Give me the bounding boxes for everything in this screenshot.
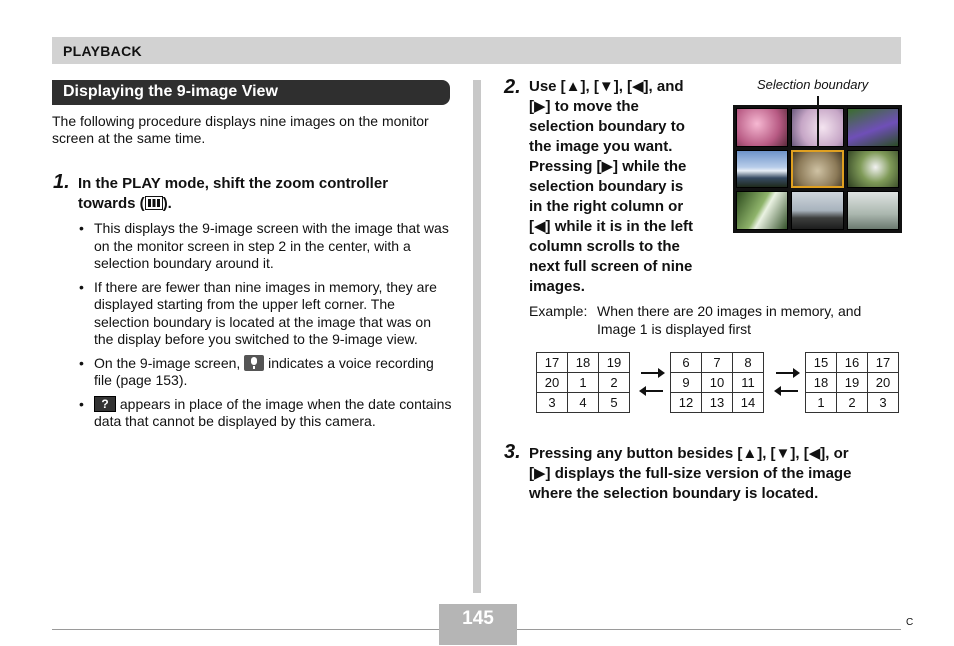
- selected-thumbnail-image: [791, 150, 843, 189]
- question-mark-icon: ?: [94, 396, 116, 412]
- bullet-text: This displays the 9-image screen with the image that was on the monitor screen in step 2 in the center, with a selection boundary around it.: [94, 220, 449, 271]
- grid-cell: 12: [671, 393, 702, 413]
- step-3-text: [529, 444, 899, 504]
- step-3-line: Pressing any button besides [▲], [▼], [◀], or: [529, 445, 849, 462]
- bullet-text-post: appears in place of the image when the date contains data that cannot be displayed by this camera.: [94, 395, 452, 429]
- arrow-right-icon: [776, 372, 798, 374]
- arrow-left-icon: [776, 390, 798, 392]
- header-band: [52, 37, 901, 64]
- column-divider: [473, 80, 481, 593]
- grid-cell: 20: [537, 373, 568, 393]
- grid-cell: 1: [806, 393, 837, 413]
- step-2-line: images.: [529, 278, 585, 295]
- grid-cell: 19: [837, 373, 868, 393]
- grid-cell: 9: [671, 373, 702, 393]
- grid-cell: 5: [599, 393, 630, 413]
- grid-cell: 2: [837, 393, 868, 413]
- grid-cell: 16: [837, 353, 868, 373]
- corner-mark: C: [906, 617, 914, 628]
- grid-row: [806, 373, 899, 393]
- thumbnail-image: [847, 150, 899, 189]
- bullet-text-post: indicates a voice recording file (page 153).: [94, 354, 434, 388]
- grid-row: [806, 353, 899, 373]
- grid-cell: 17: [537, 353, 568, 373]
- step-1-line-1: In the PLAY mode, shift the zoom controller: [78, 175, 389, 192]
- grid-row: [537, 373, 630, 393]
- grid-cell: 4: [568, 393, 599, 413]
- microphone-icon: [244, 355, 264, 371]
- grid-row: [806, 393, 899, 413]
- bullet-item: [78, 355, 453, 390]
- step-2-line: selection boundary is: [529, 178, 684, 195]
- grid-cell: 8: [733, 353, 764, 373]
- step-2-number: 2.: [504, 76, 521, 98]
- step-2-line: [▶] to move the: [529, 98, 639, 115]
- grid-cell: 20: [868, 373, 899, 393]
- selection-boundary-pointer: [817, 96, 819, 150]
- thumbnail-image: [791, 191, 843, 230]
- example-label: Example:: [529, 303, 588, 319]
- selection-boundary-caption: Selection boundary: [757, 77, 869, 92]
- grid-zoom-icon: [145, 196, 163, 210]
- thumbnail-image: [736, 108, 788, 147]
- example-line-2: Image 1 is displayed first: [597, 321, 752, 337]
- step-3-number: 3.: [504, 441, 521, 463]
- step-3-line: where the selection boundary is located.: [529, 485, 819, 502]
- step-2-line: column scrolls to the: [529, 238, 680, 255]
- step-1-line-2-post: ).: [162, 195, 172, 212]
- step-2-line: selection boundary to: [529, 118, 685, 135]
- grid-cell: 10: [702, 373, 733, 393]
- thumbnail-image: [736, 191, 788, 230]
- step-2-line: [◀] while it is in the left: [529, 218, 694, 235]
- step-2-line: in the right column or: [529, 198, 684, 215]
- thumbnail-image: [847, 191, 899, 230]
- grid-row: [671, 373, 764, 393]
- page-number: 145: [462, 608, 494, 629]
- grid-cell: 18: [568, 353, 599, 373]
- section-title-bar: [52, 80, 450, 105]
- grid-cell: 18: [806, 373, 837, 393]
- step-1-line-2: [78, 194, 458, 214]
- step-2-line: Use [▲], [▼], [◀], and: [529, 78, 684, 95]
- arrow-left-icon: [641, 390, 663, 392]
- step-1-line-2-pre: towards (: [78, 195, 145, 212]
- example-line-1: When there are 20 images in memory, and: [597, 303, 862, 319]
- step-3-line: [▶] displays the full-size version of the image: [529, 465, 852, 482]
- grid-cell: 14: [733, 393, 764, 413]
- bullet-list: [78, 220, 453, 437]
- intro-paragraph: The following procedure displays nine images on the monitor screen at the same time.: [52, 113, 429, 146]
- step-2-line: the image you want.: [529, 138, 673, 155]
- grid-cell: 3: [868, 393, 899, 413]
- step-2-line: next full screen of nine: [529, 258, 693, 275]
- grid-row: [537, 393, 630, 413]
- step-2-line: Pressing [▶] while the: [529, 158, 687, 175]
- grid-cell: 13: [702, 393, 733, 413]
- number-grid-screen-2: [670, 352, 764, 413]
- bullet-item: [78, 279, 453, 349]
- section-title: Displaying the 9-image View: [63, 83, 278, 100]
- grid-cell: 19: [599, 353, 630, 373]
- thumbnail-image: [847, 108, 899, 147]
- grid-cell: 2: [599, 373, 630, 393]
- bullet-text-pre: On the 9-image screen,: [94, 354, 241, 371]
- grid-row: [671, 393, 764, 413]
- grid-cell: 1: [568, 373, 599, 393]
- grid-cell: 15: [806, 353, 837, 373]
- bullet-item: [78, 220, 453, 273]
- grid-cell: 17: [868, 353, 899, 373]
- grid-cell: 7: [702, 353, 733, 373]
- grid-row: [671, 353, 764, 373]
- grid-cell: 3: [537, 393, 568, 413]
- bullet-text: If there are fewer than nine images in memory, they are displayed starting from the upper left corner. The selection boundary is located at the image that was on the display before you switched to the 9-image view.: [94, 278, 437, 347]
- number-grid-screen-1: [536, 352, 630, 413]
- bullet-item: [78, 396, 453, 431]
- section-header: PLAYBACK: [63, 43, 142, 59]
- step-2-text: [529, 77, 729, 297]
- grid-row: [537, 353, 630, 373]
- step-1-number: 1.: [53, 171, 70, 193]
- grid-cell: 11: [733, 373, 764, 393]
- step-1-text: [78, 174, 458, 214]
- thumbnail-image: [736, 150, 788, 189]
- number-grid-screen-3: [805, 352, 899, 413]
- page-number-box: [439, 604, 517, 645]
- grid-cell: 6: [671, 353, 702, 373]
- arrow-right-icon: [641, 372, 663, 374]
